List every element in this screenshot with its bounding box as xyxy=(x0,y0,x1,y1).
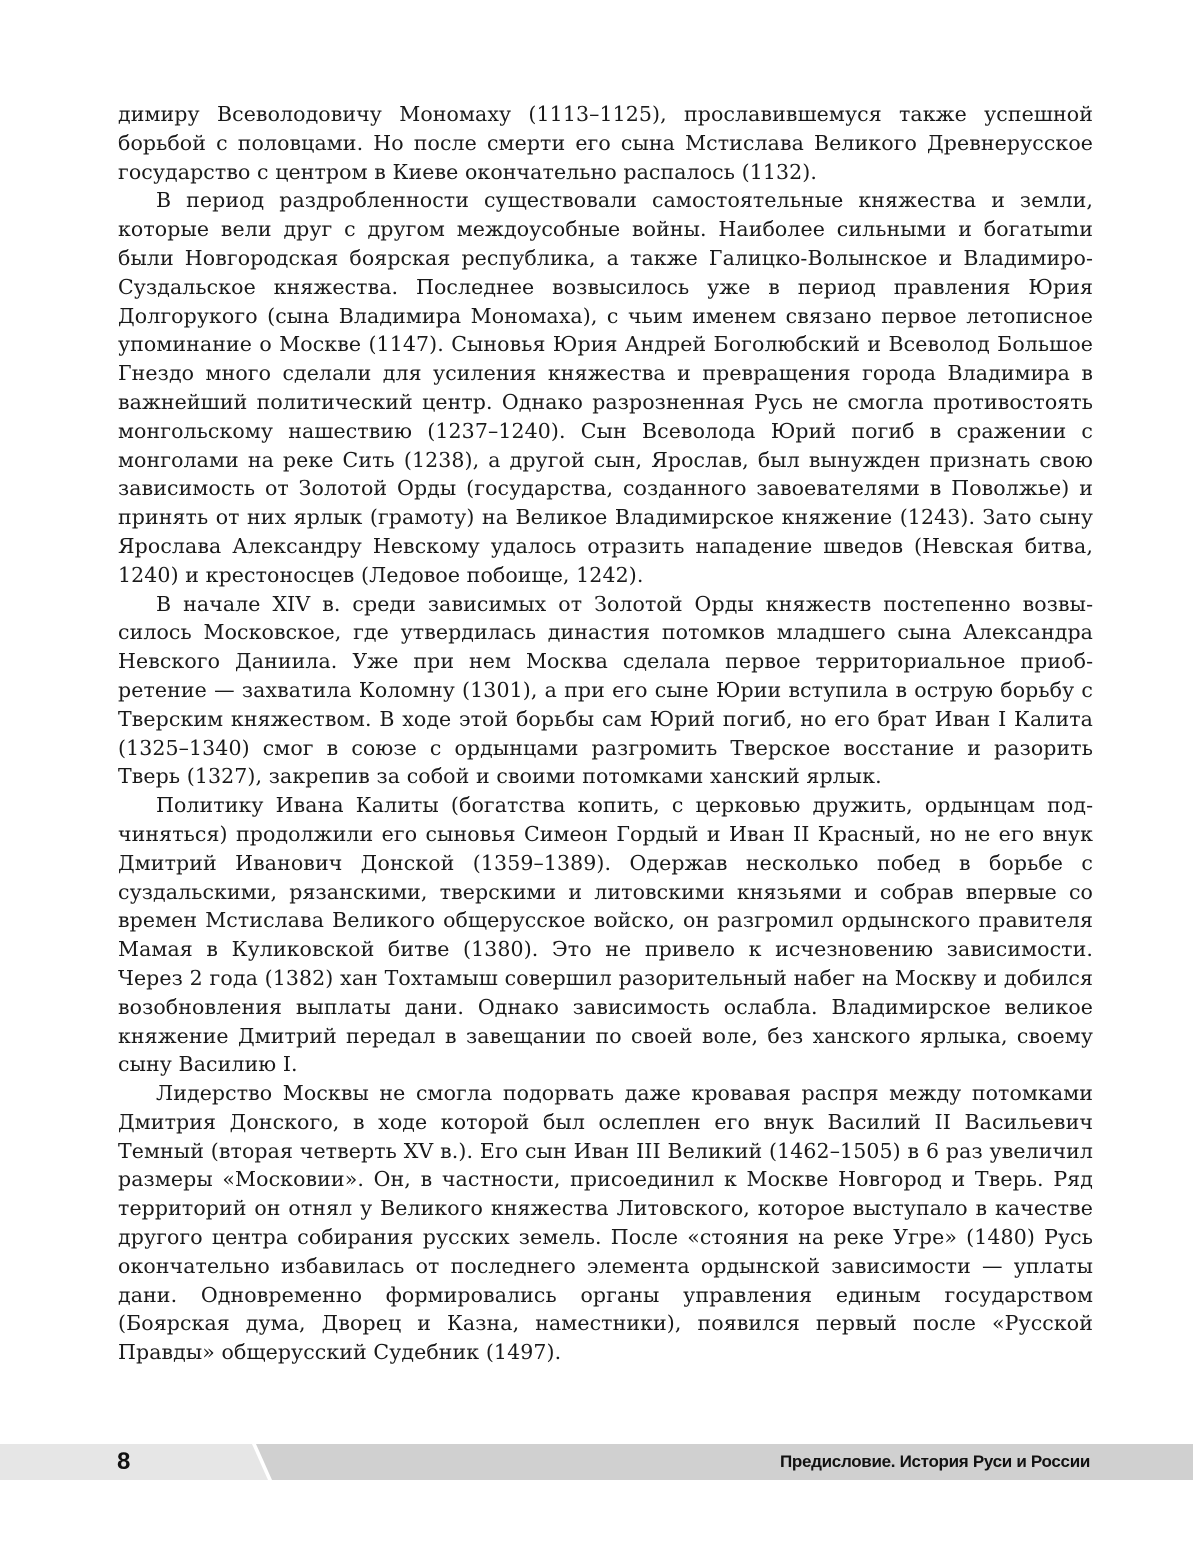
paragraph-dmitry-donskoy: Политику Ивана Калиты (богатства копить, с церковью дружить, ордынцам подчиняться) продолжили его сыновья Симеон Гордый и Иван II Красный, но не его внук Дмитрий Иванович Донской (1359–1389). Одержав несколько побед в борьбе с суздальскими, рязанскими, тверскими и литовскими князьями и собрав впервые со времен Мстислава Великого общерусское войско, он разгромил ордынского правителя Мамая в Куликовской битве (1380). Это не привело к исчезновению зависимости. Через 2 года (1382) хан Тохтамыш совершил разорительный набег на Москву и добился возобновления выплаты дани. Однако зависимость ослабла. Владимирское великое княжение Дмитрий передал в завещании по своей воле, без ханского ярлыка, своему сыну Василию I. xyxy=(118,793,1093,1077)
paragraph-rise-of-moscow: В начале XIV в. среди зависимых от Золотой Орды княжеств постепенно возвысилось Московское, где утвердилась династия потомков младшего сына Александра Невского Даниила. Уже при нем Москва сделала первое территориальное приобретение — захватила Коломну (1301), а при его сыне Юрии вступила в острую борьбу с Тверским княжеством. В ходе этой борьбы сам Юрий погиб, но его брат Иван I Калита (1325–1340) смог в союзе с ордынцами разгромить Тверское восстание и разорить Тверь (1327), закрепив за собой и своими потомками ханский ярлык. xyxy=(118,591,1093,789)
paragraph-ivan-iii: Лидерство Москвы не смогла подорвать даже кровавая распря между потомками Дмитрия Донского, в ходе которой был ослеплен его внук Василий II Васильевич Темный (вторая четверть XV в.). Его сын Иван III Великий (1462–1505) в 6 раз увеличил размеры «Московии». Он, в частности, присоединил к Москве Новгород и Тверь. Ряд территорий он отнял у Великого княжества Литовского, которое выступало в качестве другого центра собирания русских земель. После «стояния на реке Угре» (1480) Русь окончательно избавилась от последнего элемента ордынской зависимости — уплаты дани. Одновременно формировались органы управления единым государством (Боярская дума, Дворец и Казна, наместники), появился первый после «Русской Правды» общерусский Судебник (1497). xyxy=(118,1081,1093,1365)
paragraph-fragmentation-period: В период раздробленности существовали самостоятельные княжества и земли, которые вели друг с другом междоусобные войны. Наиболее сильными и богатыmи были Новгородская боярская республика, а также Галицко-Волынское и Владимиро-Суздальское княжества. Последнее возвысилось уже в период правления Юрия Долгорукого (сына Владимира Мономаха), с чьим именем связано первое летописное упоминание о Москве (1147). Сыновья Юрия Андрей Боголюбский и Всеволод Большое Гнездо много сделали для усиления княжества и превращения города Владимира в важнейший политический центр. Однако разрозненная Русь не смогла противостоять монгольскому нашествию (1237–1240). Сын Всеволода Юрий погиб в сражении с монголами на реке Сить (1238), а другой сын, Ярослав, был вынужден признать свою зависимость от Золотой Орды (государства, созданного завоевателями в Поволжье) и принять от них ярлык (грамоту) на Великое Владимирское княжение (1243). Зато сыну Ярослава Александру Невскому удалось отразить нападение шведов (Невская битва, 1240) и крестоносцев (Ледовое побоище, 1242). xyxy=(118,188,1093,587)
running-title: Предисловие. История Руси и России xyxy=(779,1452,1090,1471)
paragraph-continuation: димиру Всеволодовичу Мономаху (1113–1125), прославившемуся также успешной борьбой с половцами. Но после смерти его сына Мстислава Великого Древнерусское государство с центром в Киеве окончательно распалось (1132). xyxy=(118,102,1093,184)
page-body xyxy=(118,100,1093,1367)
footer-left-band xyxy=(0,1444,268,1480)
page-number: 8 xyxy=(117,1448,131,1475)
